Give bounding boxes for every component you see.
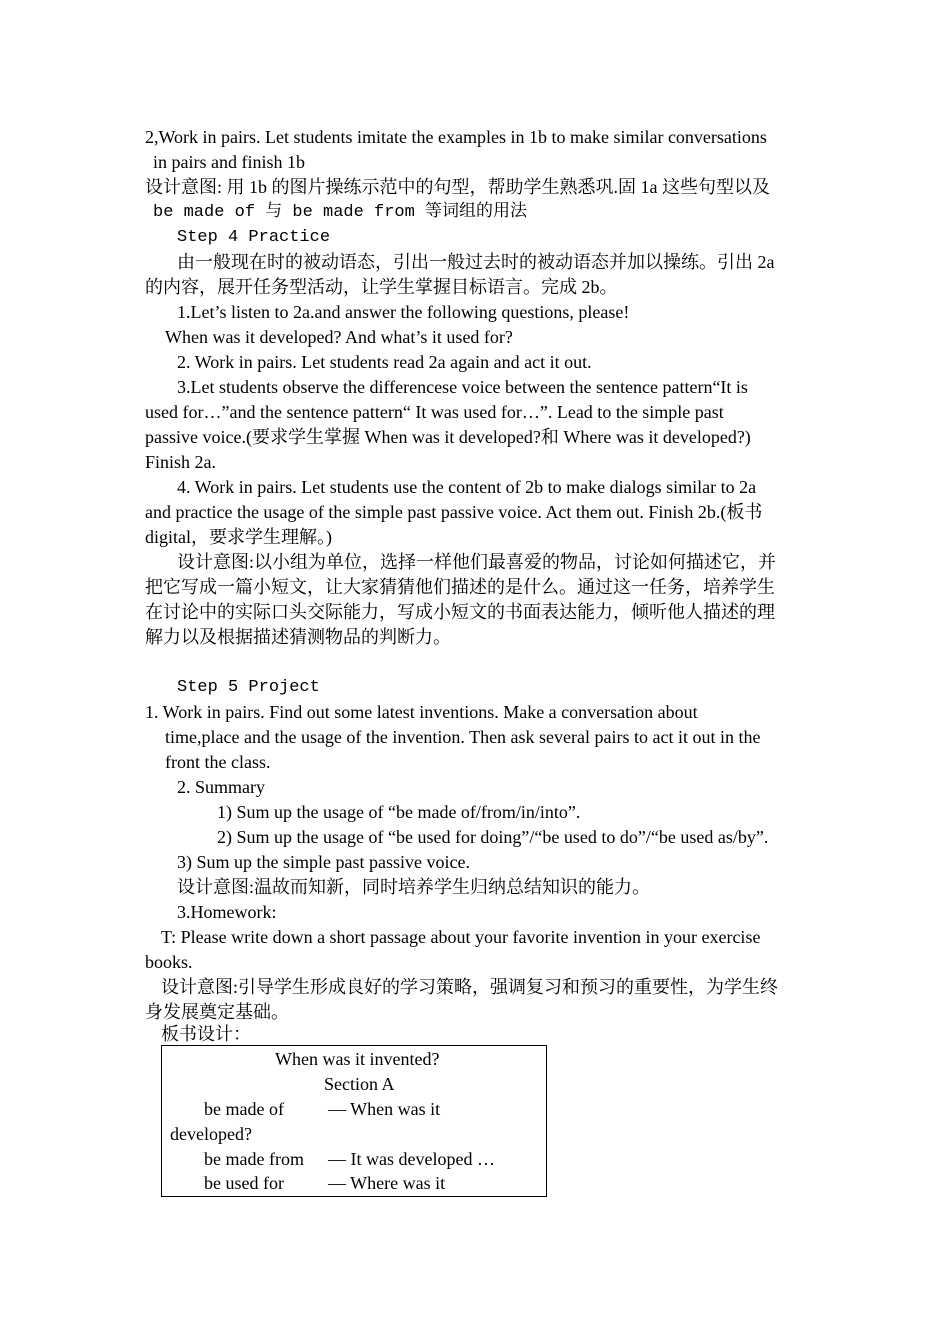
paragraph-line: Finish 2a. bbox=[145, 452, 217, 472]
paragraph-line: 2. Work in pairs. Let students read 2a again and act it out. bbox=[177, 352, 592, 372]
design-intent-line: 设计意图:引导学生形成良好的学习策略，强调复习和预习的重要性，为学生终 bbox=[161, 977, 778, 997]
board-right-item: — It was developed … bbox=[328, 1149, 495, 1169]
design-intent-line: 设计意图:温故而知新，同时培养学生归纳总结知识的能力。 bbox=[177, 877, 650, 897]
design-intent-line: 在讨论中的实际口头交际能力，写成小短文的书面表达能力，倾听他人描述的理 bbox=[145, 602, 775, 622]
paragraph-line: 的内容，展开任务型活动，让学生掌握目标语言。完成 2b。 bbox=[145, 277, 618, 297]
board-left-item: developed? bbox=[170, 1124, 252, 1144]
paragraph-line: 1.Let’s listen to 2a.and answer the following questions, please! bbox=[177, 302, 630, 322]
paragraph-line: 2,Work in pairs. Let students imitate the examples in 1b to make similar conversations bbox=[145, 127, 767, 147]
design-intent-line: 身发展奠定基础。 bbox=[145, 1002, 289, 1022]
paragraph-line: in pairs and finish 1b bbox=[153, 152, 305, 172]
step-heading: Step 5 Project bbox=[177, 678, 320, 697]
summary-item: 3) Sum up the simple past passive voice. bbox=[177, 852, 470, 872]
paragraph-line: digital，要求学生理解。) bbox=[145, 527, 332, 547]
blackboard-design-box bbox=[161, 1045, 547, 1197]
board-left-item: be used for bbox=[204, 1173, 284, 1193]
paragraph-line: 由一般现在时的被动语态，引出一般过去时的被动语态并加以操练。引出 2a bbox=[177, 252, 775, 272]
board-left-item: be made from bbox=[204, 1149, 304, 1169]
board-subtitle: Section A bbox=[324, 1074, 395, 1094]
design-intent-line: 解力以及根据描述猜测物品的判断力。 bbox=[145, 627, 451, 647]
paragraph-line: front the class. bbox=[165, 752, 271, 772]
step-heading: Step 4 Practice bbox=[177, 228, 331, 247]
design-intent-line: 把它写成一篇小短文，让大家猜猜他们描述的是什么。通过这一任务，培养学生 bbox=[145, 577, 775, 597]
paragraph-line: and practice the usage of the simple past passive voice. Act them out. Finish 2b.(板书 bbox=[145, 502, 763, 522]
paragraph-line: 3.Let students observe the differencese voice between the sentence pattern“It is bbox=[177, 377, 748, 397]
paragraph-line: 4. Work in pairs. Let students use the content of 2b to make dialogs similar to 2a bbox=[177, 477, 757, 497]
paragraph-line: 2. Summary bbox=[177, 777, 265, 797]
summary-item: 1) Sum up the usage of “be made of/from/in/into”. bbox=[217, 802, 581, 822]
board-design-label: 板书设计： bbox=[161, 1024, 251, 1044]
paragraph-line: 1. Work in pairs. Find out some latest inventions. Make a conversation about bbox=[145, 702, 698, 722]
paragraph-line: books. bbox=[145, 952, 193, 972]
board-right-item: — When was it bbox=[328, 1099, 441, 1119]
board-left-item: be made of bbox=[204, 1099, 284, 1119]
paragraph-line: 3.Homework: bbox=[177, 902, 277, 922]
summary-item: 2) Sum up the usage of “be used for doing”/“be used to do”/“be used as/by”. bbox=[217, 827, 769, 847]
paragraph-line: time,place and the usage of the invention. Then ask several pairs to act it out in the bbox=[165, 727, 761, 747]
paragraph-line: When was it developed? And what’s it used for? bbox=[165, 327, 513, 347]
design-intent-line: 设计意图: 用 1b 的图片操练示范中的句型，帮助学生熟悉巩.固 1a 这些句型以及 bbox=[145, 177, 770, 197]
design-intent-line: 设计意图:以小组为单位，选择一样他们最喜爱的物品，讨论如何描述它，并 bbox=[177, 552, 776, 572]
board-title: When was it invented? bbox=[275, 1049, 440, 1069]
paragraph-line: T: Please write down a short passage about your favorite invention in your exercise bbox=[161, 927, 761, 947]
board-right-item: — Where was it bbox=[328, 1173, 446, 1193]
paragraph-line: passive voice.(要求学生掌握 When was it developed?和 Where was it developed?) bbox=[145, 427, 751, 447]
design-intent-line: be made of 与 be made from 等词组的用法 bbox=[153, 203, 528, 222]
paragraph-line: used for…”and the sentence pattern“ It was used for…”. Lead to the simple past bbox=[145, 402, 724, 422]
